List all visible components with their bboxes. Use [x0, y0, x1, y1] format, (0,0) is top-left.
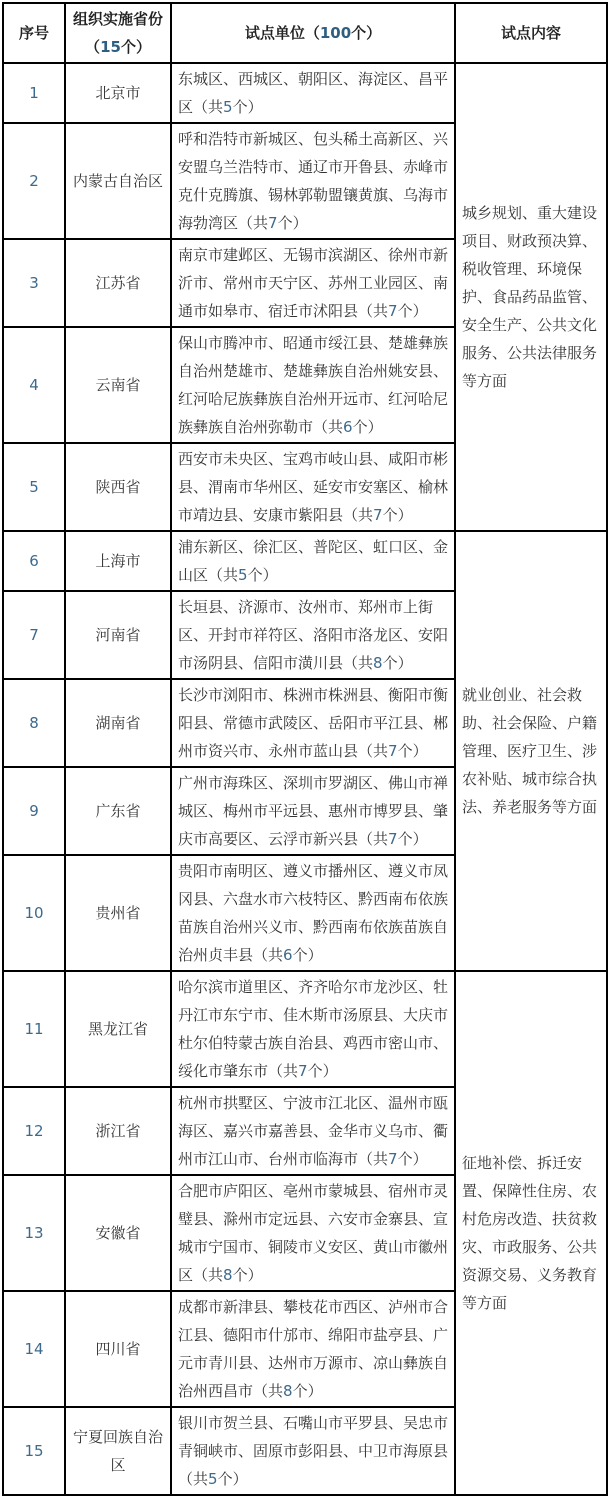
numeral: 1 — [29, 84, 39, 102]
content-cell-group2: 就业创业、社会救助、社会保险、户籍管理、医疗卫生、涉农补贴、城市综合执法、养老服务等方面 — [455, 531, 607, 971]
units-cell: 南京市建邺区、无锡市滨湖区、徐州市新沂市、常州市天宁区、苏州工业园区、南通市如皋市、宿迁市沭阳县（共7个） — [171, 239, 455, 327]
units-cell: 长垣县、济源市、汝州市、郑州市上街区、开封市祥符区、洛阳市洛龙区、安阳市汤阴县、信阳市潢川县（共8个） — [171, 591, 455, 679]
numeral: 8 — [283, 1382, 293, 1400]
numeral: 6 — [29, 552, 39, 570]
row-number-cell — [3, 531, 65, 591]
units-cell: 长沙市浏阳市、株洲市株洲县、衡阳市衡阳县、常德市武陵区、岳阳市平江县、郴州市资兴市、永州市蓝山县（共7个） — [171, 679, 455, 767]
table-row — [3, 531, 607, 591]
numeral: 10 — [24, 904, 44, 922]
province-cell: 贵州省 — [65, 855, 171, 971]
numeral: 6 — [283, 946, 293, 964]
numeral: 8 — [29, 714, 39, 732]
numeral: 7 — [268, 214, 278, 232]
header-units: 试点单位（100个） — [171, 3, 455, 63]
units-cell: 呼和浩特市新城区、包头稀土高新区、兴安盟乌兰浩特市、通辽市开鲁县、赤峰市克什克腾旗、锡林郭勒盟镶黄旗、乌海市海勃湾区（共7个） — [171, 123, 455, 239]
province-cell: 陕西省 — [65, 443, 171, 531]
numeral: 7 — [29, 626, 39, 644]
row-number-cell — [3, 239, 65, 327]
units-cell: 西安市未央区、宝鸡市岐山县、咸阳市彬县、渭南市华州区、延安市安塞区、榆林市靖边县、安康市紫阳县（共7个） — [171, 443, 455, 531]
units-cell: 东城区、西城区、朝阳区、海淀区、昌平区（共5个） — [171, 63, 455, 123]
units-cell: 合肥市庐阳区、亳州市蒙城县、宿州市灵璧县、滁州市定远县、六安市金寨县、宣城市宁国市、铜陵市义安区、黄山市徽州区（共8个） — [171, 1175, 455, 1291]
numeral: 15 — [100, 38, 121, 56]
numeral: 9 — [29, 802, 39, 820]
numeral: 7 — [388, 830, 398, 848]
numeral: 100 — [319, 24, 352, 42]
province-cell: 河南省 — [65, 591, 171, 679]
table-row — [3, 63, 607, 123]
header-seq: 序号 — [3, 3, 65, 63]
numeral: 13 — [24, 1224, 44, 1242]
row-number-cell — [3, 971, 65, 1087]
table-row — [3, 971, 607, 1087]
province-cell: 北京市 — [65, 63, 171, 123]
units-cell: 杭州市拱墅区、宁波市江北区、温州市瓯海区、嘉兴市嘉善县、金华市义乌市、衢州市江山市、台州市临海市（共7个） — [171, 1087, 455, 1175]
row-number-cell — [3, 443, 65, 531]
row-number-cell — [3, 123, 65, 239]
header-province — [65, 3, 171, 63]
numeral: 6 — [343, 418, 353, 436]
content-cell-group1: 城乡规划、重大建设项目、财政预决算、税收管理、环境保护、食品药品监管、安全生产、公共文化服务、公共法律服务等方面 — [455, 63, 607, 531]
units-cell: 保山市腾冲市、昭通市绥江县、楚雄彝族自治州楚雄市、楚雄彝族自治州姚安县、红河哈尼族彝族自治州开远市、红河哈尼族彝族自治州弥勒市（共6个） — [171, 327, 455, 443]
units-cell: 广州市海珠区、深圳市罗湖区、佛山市禅城区、梅州市平远县、惠州市博罗县、肇庆市高要区、云浮市新兴县（共7个） — [171, 767, 455, 855]
pilot-units-table — [2, 2, 608, 1496]
numeral: 12 — [24, 1122, 44, 1140]
numeral: 7 — [388, 1150, 398, 1168]
row-number-cell — [3, 591, 65, 679]
units-cell: 贵阳市南明区、遵义市播州区、遵义市凤冈县、六盘水市六枝特区、黔西南布依族苗族自治州兴义市、黔西南布依族苗族自治州贞丰县（共6个） — [171, 855, 455, 971]
numeral: 5 — [238, 566, 248, 584]
numeral: 5 — [223, 98, 233, 116]
province-cell: 四川省 — [65, 1291, 171, 1407]
page — [0, 2, 609, 1496]
row-number-cell — [3, 855, 65, 971]
numeral: 11 — [24, 1020, 44, 1038]
row-number-cell — [3, 1087, 65, 1175]
numeral: 8 — [373, 654, 383, 672]
province-cell: 安徽省 — [65, 1175, 171, 1291]
province-cell: 黑龙江省 — [65, 971, 171, 1087]
header-province-line2: （15个） — [85, 38, 151, 56]
units-cell: 银川市贺兰县、石嘴山市平罗县、吴忠市青铜峡市、固原市彭阳县、中卫市海原县（共5个） — [171, 1407, 455, 1495]
row-number-cell — [3, 1407, 65, 1495]
row-number-cell — [3, 679, 65, 767]
row-number-cell — [3, 1291, 65, 1407]
province-cell: 江苏省 — [65, 239, 171, 327]
numeral: 5 — [208, 1470, 218, 1488]
numeral: 3 — [29, 274, 39, 292]
numeral: 7 — [373, 506, 383, 524]
numeral: 5 — [29, 478, 39, 496]
numeral: 15 — [24, 1442, 44, 1460]
header-province-line1: 组织实施省份 — [72, 10, 163, 28]
province-cell: 内蒙古自治区 — [65, 123, 171, 239]
numeral: 7 — [388, 302, 398, 320]
province-cell: 云南省 — [65, 327, 171, 443]
province-cell: 浙江省 — [65, 1087, 171, 1175]
header-content: 试点内容 — [455, 3, 607, 63]
units-cell: 浦东新区、徐汇区、普陀区、虹口区、金山区（共5个） — [171, 531, 455, 591]
units-cell: 成都市新津县、攀枝花市西区、泸州市合江县、德阳市什邡市、绵阳市盐亭县、广元市青川县、达州市万源市、凉山彝族自治州西昌市（共8个） — [171, 1291, 455, 1407]
numeral: 4 — [29, 376, 39, 394]
row-number-cell — [3, 327, 65, 443]
row-number-cell — [3, 63, 65, 123]
numeral: 7 — [298, 1062, 308, 1080]
numeral: 14 — [24, 1340, 44, 1358]
province-cell: 宁夏回族自治区 — [65, 1407, 171, 1495]
province-cell: 上海市 — [65, 531, 171, 591]
row-number-cell — [3, 767, 65, 855]
province-cell: 广东省 — [65, 767, 171, 855]
header-row — [3, 3, 607, 63]
content-cell-group3: 征地补偿、拆迁安置、保障性住房、农村危房改造、扶贫救灾、市政服务、公共资源交易、义务教育等方面 — [455, 971, 607, 1495]
numeral: 7 — [388, 742, 398, 760]
row-number-cell — [3, 1175, 65, 1291]
numeral: 2 — [29, 172, 39, 190]
province-cell: 湖南省 — [65, 679, 171, 767]
numeral: 8 — [223, 1266, 233, 1284]
units-cell: 哈尔滨市道里区、齐齐哈尔市龙沙区、牡丹江市东宁市、佳木斯市汤原县、大庆市杜尔伯特蒙古族自治县、鸡西市密山市、绥化市肇东市（共7个） — [171, 971, 455, 1087]
